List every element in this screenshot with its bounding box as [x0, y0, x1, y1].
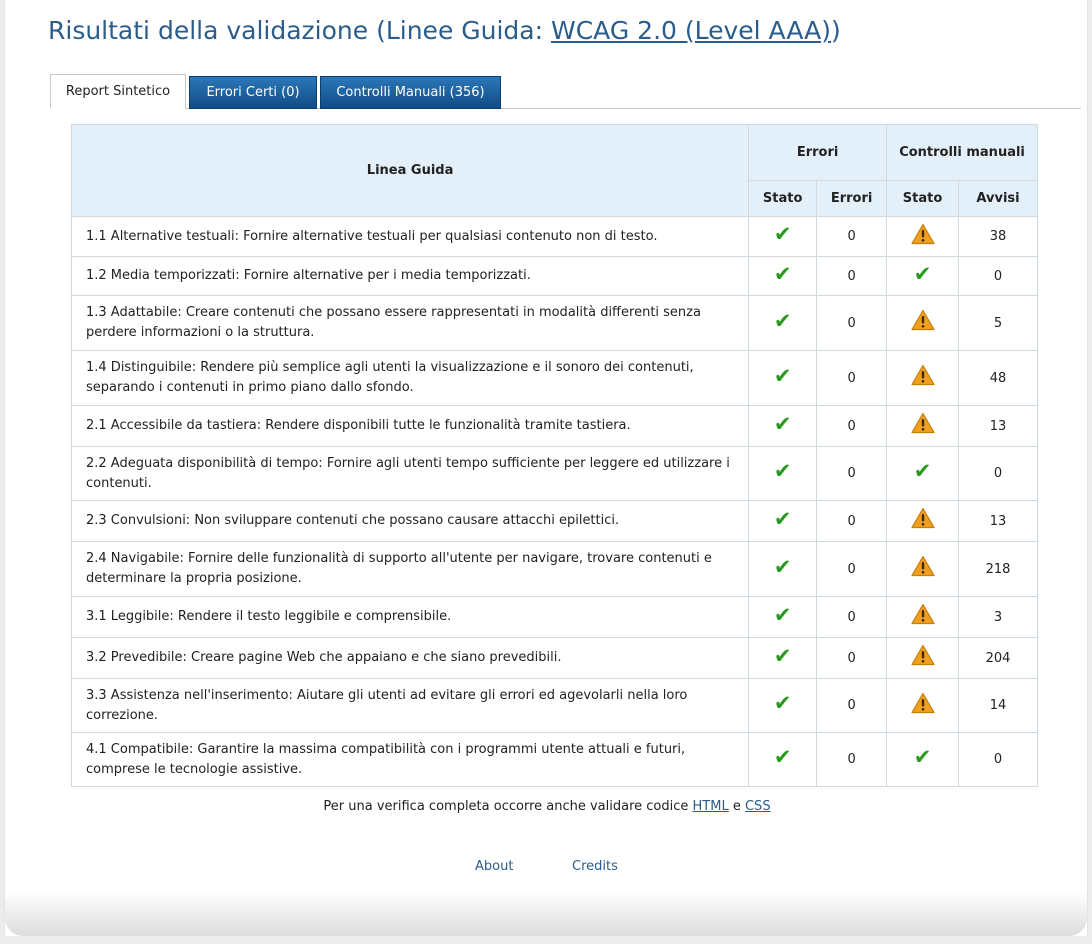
warning-icon — [911, 309, 935, 331]
warning-count: 13 — [959, 406, 1038, 447]
table-row — [72, 406, 1038, 447]
error-count: 0 — [817, 638, 887, 679]
error-count: 0 — [817, 501, 887, 542]
header-controlli-group: Controlli manuali — [887, 125, 1038, 181]
warning-icon — [911, 644, 935, 666]
header-errori: Errori — [817, 181, 887, 217]
error-count: 0 — [817, 296, 887, 351]
warning-icon — [911, 603, 935, 625]
note-conjunction: e — [728, 799, 745, 814]
guidelines-link[interactable]: WCAG 2.0 (Level AAA) — [551, 16, 832, 45]
validation-note — [5, 799, 1089, 814]
table-row — [72, 733, 1038, 787]
guideline-description: 2.2 Adeguata disponibilità di tempo: Fornire agli utenti tempo sufficiente per leggere ed utilizzare i contenuti. — [72, 447, 749, 501]
guideline-description: 3.2 Prevedibile: Creare pagine Web che appaiano e che siano prevedibili. — [72, 638, 749, 679]
check-icon: ✔ — [773, 643, 792, 668]
check-icon: ✔ — [773, 308, 792, 333]
error-count: 0 — [817, 217, 887, 257]
guideline-description: 1.1 Alternative testuali: Fornire alternative testuali per qualsiasi contenuto non di testo. — [72, 217, 749, 257]
manual-status-cell — [887, 447, 959, 501]
page — [4, 0, 1088, 936]
table-row — [72, 638, 1038, 679]
html-validator-link[interactable]: HTML — [692, 799, 729, 814]
error-count: 0 — [817, 542, 887, 597]
table-row — [72, 217, 1038, 257]
manual-status-cell — [887, 597, 959, 638]
guideline-description: 4.1 Compatibile: Garantire la massima compatibilità con i programmi utente attuali e futuri, comprese le tecnologie assistive. — [72, 733, 749, 787]
guideline-description: 2.1 Accessibile da tastiera: Rendere disponibili tutte le funzionalità tramite tastiera. — [72, 406, 749, 447]
check-icon: ✔ — [913, 261, 932, 286]
check-icon: ✔ — [773, 222, 792, 246]
manual-status-cell — [887, 351, 959, 406]
manual-status-cell — [887, 679, 959, 733]
css-validator-link[interactable]: CSS — [744, 799, 771, 814]
warning-count: 218 — [959, 542, 1038, 597]
error-status-cell — [749, 733, 817, 787]
error-status-cell — [749, 257, 817, 296]
warning-icon — [911, 412, 935, 434]
table-body — [72, 217, 1038, 787]
manual-status-cell — [887, 733, 959, 787]
manual-status-cell — [887, 638, 959, 679]
warning-count: 204 — [959, 638, 1038, 679]
error-count: 0 — [817, 406, 887, 447]
table-row — [72, 447, 1038, 501]
error-count: 0 — [817, 679, 887, 733]
check-icon: ✔ — [773, 261, 792, 286]
manual-status-cell — [887, 542, 959, 597]
table-row — [72, 542, 1038, 597]
about-link[interactable]: About — [475, 859, 514, 874]
warning-icon — [911, 223, 935, 245]
guideline-description: 3.1 Leggibile: Rendere il testo leggibile e comprensibile. — [72, 597, 749, 638]
guideline-description: 1.4 Distinguibile: Rendere più semplice agli utenti la visualizzazione e il sonoro dei contenuti, separando i contenuti in primo piano dallo sfondo. — [72, 351, 749, 406]
table-row — [72, 296, 1038, 351]
manual-status-cell — [887, 217, 959, 257]
error-status-cell — [749, 597, 817, 638]
check-icon: ✔ — [773, 745, 792, 769]
header-stato: Stato — [749, 181, 817, 217]
check-icon: ✔ — [913, 459, 932, 483]
credits-link[interactable]: Credits — [572, 859, 618, 874]
header-stato-manual: Stato — [887, 181, 959, 217]
warning-icon — [911, 555, 935, 577]
warning-icon — [911, 364, 935, 386]
warning-count: 13 — [959, 501, 1038, 542]
error-status-cell — [749, 296, 817, 351]
check-icon: ✔ — [773, 363, 792, 388]
check-icon: ✔ — [913, 745, 932, 769]
warning-icon — [911, 692, 935, 714]
warning-count: 0 — [959, 447, 1038, 501]
note-text: Per una verifica completa occorre anche validare codice — [323, 799, 693, 814]
table-row — [72, 679, 1038, 733]
warning-count: 38 — [959, 217, 1038, 257]
error-status-cell — [749, 217, 817, 257]
error-count: 0 — [817, 597, 887, 638]
manual-status-cell — [887, 257, 959, 296]
guideline-description: 1.2 Media temporizzati: Fornire alternative per i media temporizzati. — [72, 257, 749, 296]
warning-count: 0 — [959, 257, 1038, 296]
error-count: 0 — [817, 257, 887, 296]
error-status-cell — [749, 679, 817, 733]
warning-count: 0 — [959, 733, 1038, 787]
warning-count: 14 — [959, 679, 1038, 733]
guideline-description: 2.4 Navigabile: Fornire delle funzionalità di supporto all'utente per navigare, trovare contenuti e determinare la propria posizione. — [72, 542, 749, 597]
check-icon: ✔ — [773, 459, 792, 483]
guideline-description: 1.3 Adattabile: Creare contenuti che possano essere rappresentati in modalità differenti senza perdere informazioni o la struttura. — [72, 296, 749, 351]
guideline-description: 3.3 Assistenza nell'inserimento: Aiutare gli utenti ad evitare gli errori ed agevolarli nella loro correzione. — [72, 679, 749, 733]
error-status-cell — [749, 638, 817, 679]
page-title — [48, 16, 841, 45]
error-status-cell — [749, 501, 817, 542]
report-table — [71, 124, 1038, 787]
manual-status-cell — [887, 296, 959, 351]
check-icon: ✔ — [773, 691, 792, 715]
error-status-cell — [749, 406, 817, 447]
error-count: 0 — [817, 447, 887, 501]
manual-status-cell — [887, 406, 959, 447]
check-icon: ✔ — [773, 506, 792, 531]
error-status-cell — [749, 351, 817, 406]
header-avvisi: Avvisi — [959, 181, 1038, 217]
table-row — [72, 501, 1038, 542]
check-icon: ✔ — [773, 602, 792, 627]
warning-icon — [911, 507, 935, 529]
check-icon: ✔ — [773, 411, 792, 436]
error-status-cell — [749, 447, 817, 501]
warning-count: 3 — [959, 597, 1038, 638]
title-suffix: ) — [831, 16, 841, 45]
guideline-description: 2.3 Convulsioni: Non sviluppare contenuti che possano causare attacchi epilettici. — [72, 501, 749, 542]
manual-status-cell — [887, 501, 959, 542]
header-linea-guida: Linea Guida — [72, 125, 749, 217]
error-count: 0 — [817, 351, 887, 406]
header-errori-group: Errori — [749, 125, 887, 181]
tab-controlli-manuali[interactable]: Controlli Manuali (356) — [320, 76, 501, 109]
table-row — [72, 351, 1038, 406]
check-icon: ✔ — [773, 554, 792, 579]
tab-report-sintetico[interactable]: Report Sintetico — [50, 74, 186, 109]
warning-count: 48 — [959, 351, 1038, 406]
title-prefix: Risultati della validazione (Linee Guida: — [48, 16, 551, 45]
error-count: 0 — [817, 733, 887, 787]
table-row — [72, 597, 1038, 638]
error-status-cell — [749, 542, 817, 597]
page-footer-band — [5, 892, 1087, 936]
warning-count: 5 — [959, 296, 1038, 351]
table-row — [72, 257, 1038, 296]
tab-errori-certi[interactable]: Errori Certi (0) — [189, 76, 317, 109]
tab-bar — [50, 74, 1092, 109]
